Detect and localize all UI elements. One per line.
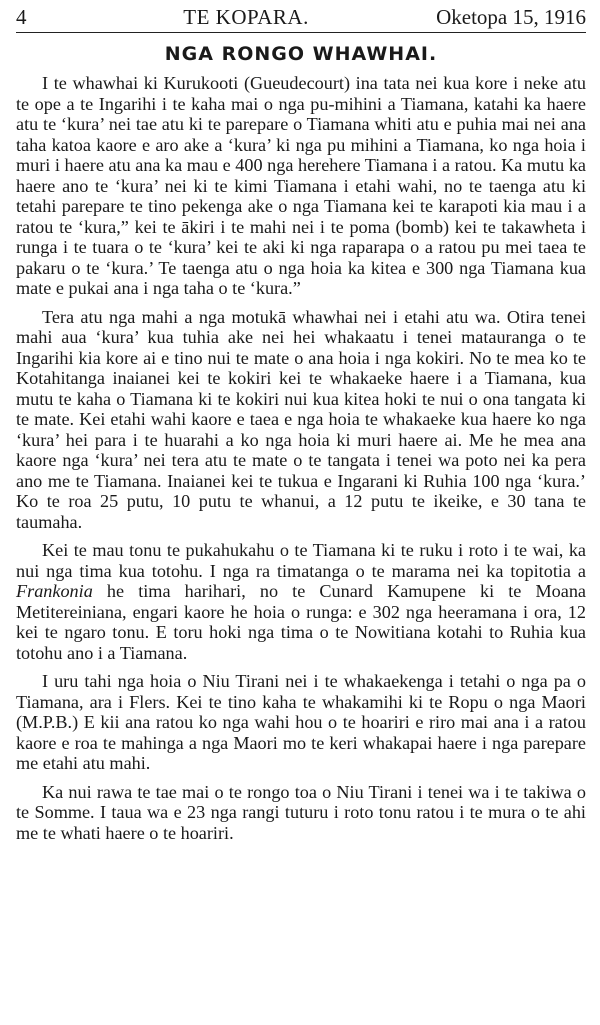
paragraph-3-text-b: he tima harihari, no te Cunard Kamupene ki te Moana Metitereiniana, engari kaore he hoia o runga: e 302 nga heeramana i ora, 12 kei te ngaro tonu. E toru hoki nga tima o te Nowitiana kotahi to Ruhia kua totohu ano i a Tiamana.	[16, 581, 586, 663]
paragraph-3-text-a: Kei te mau tonu te pukahukahu o te Tiamana ki te ruku i roto i te wai, ka nui nga tima kua totohu. I nga ra timatanga o te marama nei ka topitotia a	[16, 540, 586, 581]
article-paragraph-5: Ka nui rawa te tae mai o te rongo toa o Niu Tirani i tenei wa i te takiwa o te Somme. I taua wa e 23 nga rangi tuturu i roto tonu ratou i te mura o te ahi me te whati haere o te hoariri.	[16, 781, 586, 843]
article-paragraph-2: Tera atu nga mahi a nga motukā whawhai nei i etahi atu wa. Otira tenei mahi aua ‘kura’ kua tuhia ake nei hei whakaatu i tenei matauranga o te Ingarihi kia kore ai e tino nui te mate o ana hoia i nga kokiri. No te mea ko te Kotahitanga inaianei kei te kokiri kei te whakaeke haere i a Tiamana, kua mutu te kaha o Tiamana ki te kokiri nui kua kitea hoki te nui o ona tangata ki te mate. Kei etahi wahi kaore e taea e nga hoia te whakaeke kua haere ko nga ‘kura’ hei para i te huarahi a ko nga hoia ki muri haere ai. Me he mea ana kaore nga ‘kura’ nei tera atu te mate o te tangata i tenei wa poto nei ka pera ano me te Tiamana. Inaianei kei te tukua e Ingarani ki Ruhia 100 nga ‘kura.’ Ko te roa 25 putu, 10 putu te whanui, a 12 putu te ikeike, e 30 tana te taumaha.	[16, 306, 586, 532]
header-rule	[16, 32, 586, 33]
article-paragraph-4: I uru tahi nga hoia o Niu Tirani nei i te whakaekenga i tetahi o nga pa o Tiamana, ara i Flers. Kei te tino kaha te whakamihi ki te Ropu o nga Maori (M.P.B.) E kii ana ratou ko nga wahi hou o te hoariri e riro mai ana i a ratou kaore e roa te mahinga a nga Maori mo te keri whakapai haere i nga parepare me etahi atu mahi.	[16, 671, 586, 773]
page-number: 4	[16, 5, 27, 29]
running-header	[16, 4, 586, 30]
journal-title: TE KOPARA.	[183, 5, 309, 29]
article-paragraph-3	[16, 540, 586, 663]
article-headline: NGA RONGO WHAWHAI.	[164, 43, 438, 65]
article-paragraph-1: I te whawhai ki Kurukooti (Gueudecourt) ina tata nei kua kore i neke atu te ope a te Ingarihi i te kaha mai o nga pu-mihini a Tiamana, katahi ka haere atu te ‘kura’ nei tae atu ki te parepare o Tiamana whiti atu e puhia mai nei ana taha katoa kaore e aro ake a ‘kura’ ki nga pu mihini a Tiamana, ko nga hoia i muri i haere atu ana ka mau e 400 nga herehere Tiamana i a ratou. Ka mutu ka haere ano te ‘kura’ nei ki te kimi Tiamana i etahi wahi, no te taenga atu ki tetahi parepare te tino pekenga ake o nga Tiamana kei te karapoti kia mau i a ratou te ‘kura,” kei te ākiri i te mahi nei i te poma (bomb) kei te takawheta i runga i te tuara o te ‘kura’ kei te aki ki nga raparapa o a ratou pu mei taea te pakaru o te ‘kura.’ Te taenga atu o nga hoia ka kitea e 300 nga Tiamana kua mate e pukai ana i nga taha o te ‘kura.”	[16, 73, 586, 298]
ship-name-italic: Frankonia	[16, 581, 93, 601]
issue-date: Oketopa 15, 1916	[436, 5, 586, 29]
